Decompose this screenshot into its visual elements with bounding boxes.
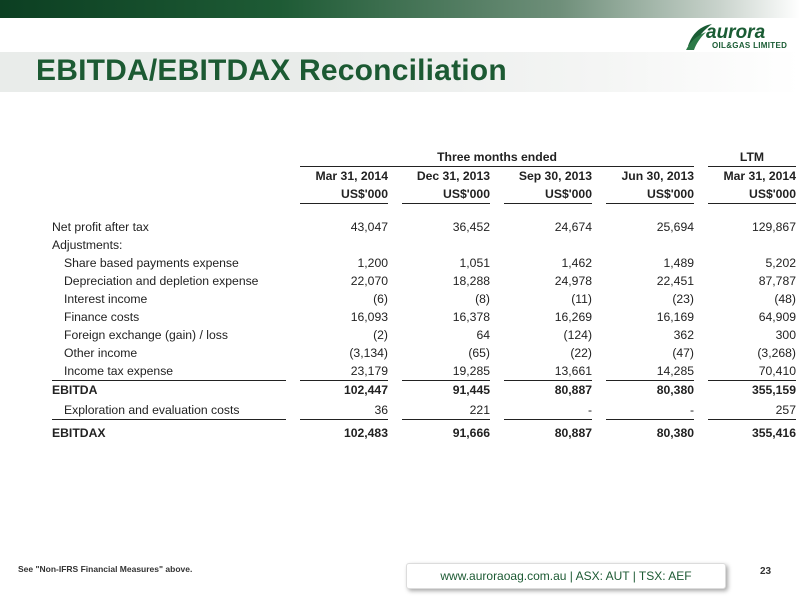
row-value: 22,451 (656, 274, 694, 288)
column-unit-row (52, 185, 796, 204)
col-header-date: Jun 30, 2013 (621, 169, 694, 183)
row-value: 80,380 (656, 426, 694, 440)
row-label: Net profit after tax (52, 220, 149, 234)
table-row (52, 218, 796, 236)
table-row (52, 401, 796, 420)
ltm-header: LTM (708, 148, 796, 167)
row-value: 1,051 (459, 256, 490, 270)
row-value: (3,268) (757, 346, 796, 360)
row-value: 87,787 (758, 274, 796, 288)
row-value: 257 (708, 401, 796, 420)
row-label: Share based payments expense (64, 256, 239, 270)
footer-links[interactable]: www.auroraoag.com.au | ASX: AUT | TSX: AEF (440, 569, 692, 583)
col-header-unit: US$'000 (402, 185, 490, 204)
col-header-unit: US$'000 (300, 185, 388, 204)
row-value: (6) (373, 292, 388, 306)
row-value: 129,867 (751, 220, 796, 234)
row-label: Interest income (64, 292, 148, 306)
row-value: 80,887 (554, 426, 592, 440)
row-value: (2) (373, 328, 388, 342)
row-value: 43,047 (350, 220, 388, 234)
row-value: 16,093 (350, 310, 388, 324)
row-value: 64 (476, 328, 490, 342)
table-row (52, 254, 796, 272)
table-row (52, 344, 796, 362)
row-value: 22,070 (350, 274, 388, 288)
row-value: (48) (774, 292, 796, 306)
row-value: 362 (673, 328, 694, 342)
row-value: 25,694 (656, 220, 694, 234)
column-date-row (52, 167, 796, 186)
row-value: (23) (672, 292, 694, 306)
row-label: Finance costs (64, 310, 140, 324)
col-header-unit: US$'000 (606, 185, 694, 204)
row-value: 1,200 (357, 256, 388, 270)
row-label: Income tax expense (52, 362, 286, 381)
row-value: 24,978 (554, 274, 592, 288)
table-row (52, 362, 796, 381)
row-value: 70,410 (708, 362, 796, 381)
row-value: (8) (475, 292, 490, 306)
footer-link-box (406, 563, 726, 589)
row-value: 1,462 (561, 256, 592, 270)
top-gradient-bar (0, 0, 800, 18)
page-title: EBITDA/EBITDAX Reconciliation (36, 54, 507, 87)
group-header-row (52, 148, 796, 167)
row-value: 221 (402, 401, 490, 420)
reconciliation-table (52, 148, 796, 442)
row-label: Adjustments: (52, 238, 123, 252)
row-value: 16,169 (656, 310, 694, 324)
row-value: 23,179 (300, 362, 388, 381)
row-label: Depreciation and depletion expense (64, 274, 259, 288)
row-value: 102,447 (343, 383, 388, 397)
table-row (52, 308, 796, 326)
col-header-date: Mar 31, 2014 (723, 169, 796, 183)
row-value: 16,378 (452, 310, 490, 324)
row-value: 36 (300, 401, 388, 420)
logo-wordmark: aurora (706, 22, 766, 43)
table-row (52, 236, 796, 254)
row-value: (3,134) (349, 346, 388, 360)
row-value: 14,285 (606, 362, 694, 381)
table-row (52, 326, 796, 344)
row-value: (65) (468, 346, 490, 360)
row-value: 5,202 (765, 256, 796, 270)
row-value: 300 (775, 328, 796, 342)
footnote: See "Non-IFRS Financial Measures" above. (18, 564, 193, 574)
row-value: 91,445 (452, 383, 490, 397)
col-header-date: Sep 30, 2013 (518, 169, 592, 183)
logo-subtitle: OIL&GAS LIMITED (712, 41, 788, 50)
row-value (606, 236, 694, 254)
row-label: Exploration and evaluation costs (52, 401, 286, 420)
col-header-date: Mar 31, 2014 (315, 169, 388, 183)
row-value: (47) (672, 346, 694, 360)
table-body (52, 218, 796, 442)
row-value: 16,269 (554, 310, 592, 324)
row-value: 355,416 (751, 426, 796, 440)
row-label: EBITDA (52, 383, 98, 397)
spacer-row (52, 204, 796, 219)
col-header-date: Dec 31, 2013 (416, 169, 490, 183)
row-value: 102,483 (343, 426, 388, 440)
table-row (52, 290, 796, 308)
table-row (52, 272, 796, 290)
row-value (300, 236, 388, 254)
row-value (504, 236, 592, 254)
table-row (52, 381, 796, 400)
row-value: 64,909 (758, 310, 796, 324)
row-value: 13,661 (504, 362, 592, 381)
row-value: - (606, 401, 694, 420)
col-header-unit: US$'000 (708, 185, 796, 204)
row-value: 355,159 (751, 383, 796, 397)
row-value: (124) (563, 328, 592, 342)
row-label: EBITDAX (52, 426, 106, 440)
row-value: (11) (571, 292, 592, 306)
row-value: 36,452 (452, 220, 490, 234)
three-months-header: Three months ended (300, 148, 694, 167)
row-value: 80,887 (554, 383, 592, 397)
row-value: 24,674 (554, 220, 592, 234)
table-row (52, 424, 796, 442)
row-value: - (504, 401, 592, 420)
row-value: 80,380 (656, 383, 694, 397)
row-value (708, 236, 796, 254)
row-value (402, 236, 490, 254)
row-value: (22) (570, 346, 592, 360)
page-number: 23 (760, 566, 772, 577)
col-header-unit: US$'000 (504, 185, 592, 204)
row-value: 19,285 (402, 362, 490, 381)
row-value: 91,666 (452, 426, 490, 440)
row-label: Foreign exchange (gain) / loss (64, 328, 228, 342)
row-value: 18,288 (452, 274, 490, 288)
row-label: Other income (64, 346, 138, 360)
row-value: 1,489 (663, 256, 694, 270)
